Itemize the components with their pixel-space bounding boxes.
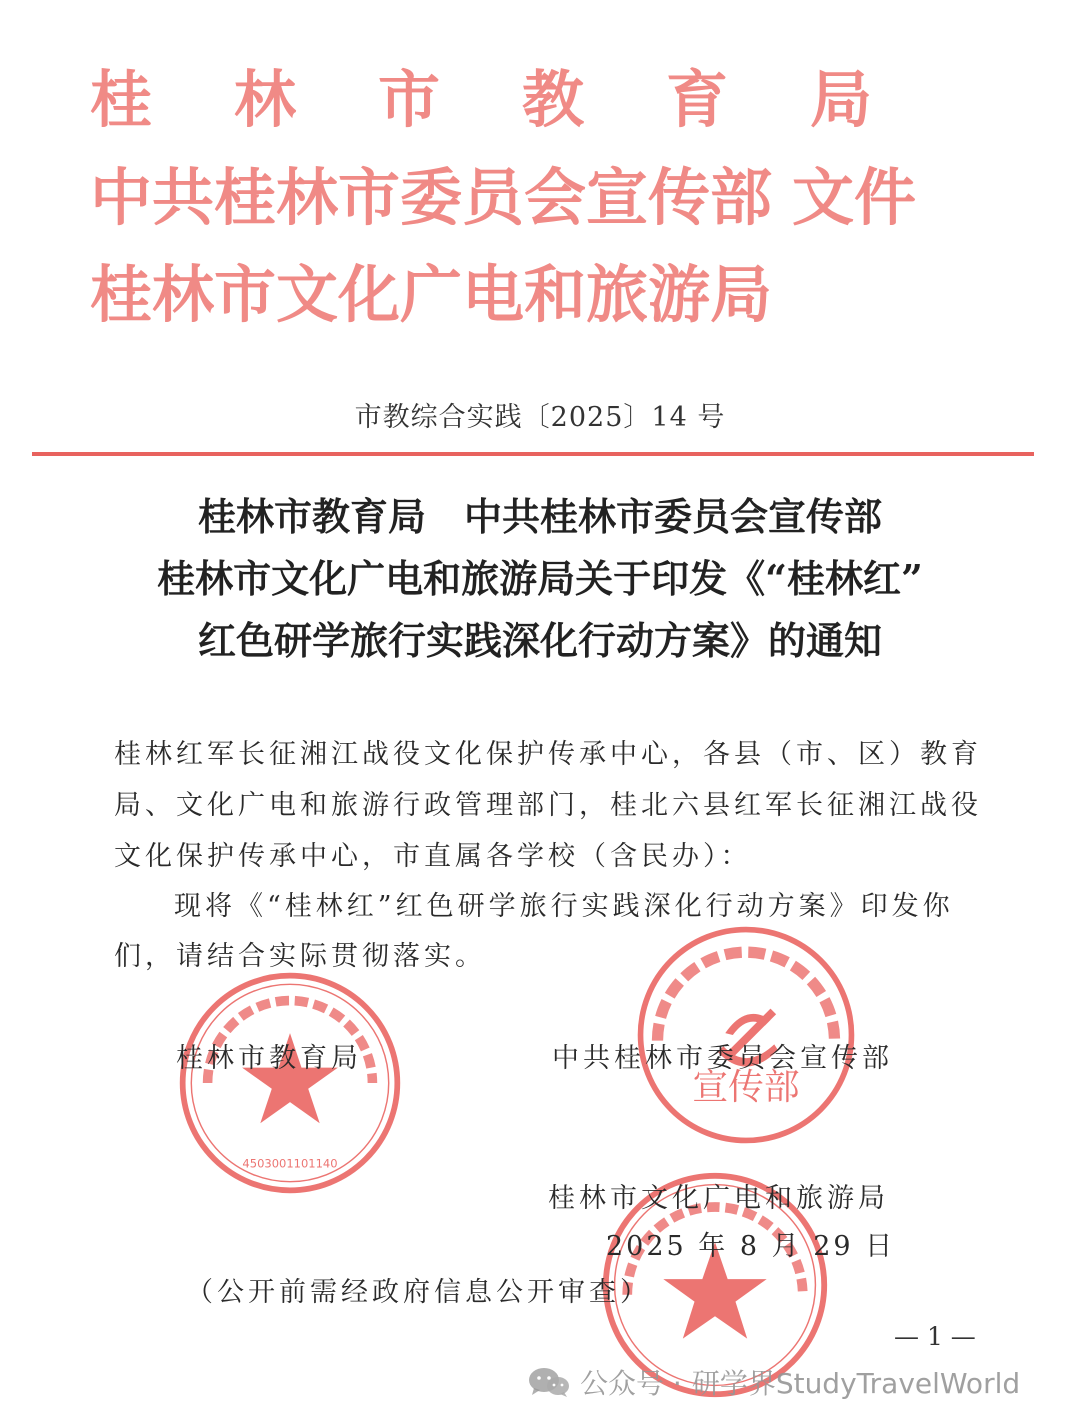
signer-propaganda-dept: 中共桂林市委员会宣传部 xyxy=(552,1043,893,1074)
wechat-icon xyxy=(528,1366,570,1398)
body-line-3: 文化保护传承中心，市直属各学校（含民办）： xyxy=(114,841,752,872)
watermark-prefix: 公众号 · xyxy=(580,1367,682,1400)
propaganda-dept-seal xyxy=(633,922,859,1148)
disclosure-note: （公开前需经政府信息公开审查） xyxy=(186,1277,651,1308)
propaganda-seal-center-text: 宣传部 xyxy=(692,1067,800,1109)
title-line-2: 桂林市文化广电和旅游局关于印发《“桂林红” xyxy=(157,556,923,601)
body-line-5: 们，请结合实际贯彻落实。 xyxy=(114,941,486,972)
header-issuer-education-bureau: 桂林市教育局 xyxy=(90,63,955,136)
wechat-watermark xyxy=(528,1360,1020,1404)
title-line-1: 桂林市教育局 中共桂林市委员会宣传部 xyxy=(197,494,882,539)
signer-education-bureau: 桂林市教育局 xyxy=(176,1043,362,1074)
issue-date: 2025 年 8 月 29 日 xyxy=(606,1231,896,1262)
document-number: 市教综合实践〔2025〕14 号 xyxy=(354,402,726,433)
header-issuer-culture-tourism-bureau: 桂林市文化广电和旅游局 xyxy=(90,258,773,331)
red-separator-rule xyxy=(32,452,1034,456)
watermark-account: 研学界StudyTravelWorld xyxy=(691,1367,1021,1400)
header-document-word: 文件 xyxy=(792,161,917,234)
page-number: — 1 — xyxy=(894,1322,976,1351)
svg-text:4503001101140: 4503001101140 xyxy=(242,1156,338,1171)
header-issuer-propaganda-text: 中共桂林市委员会宣传部 xyxy=(90,161,773,234)
signer-culture-tourism-bureau: 桂林市文化广电和旅游局 xyxy=(548,1183,889,1214)
education-bureau-seal xyxy=(175,968,405,1198)
body-line-2: 局、文化广电和旅游行政管理部门，桂北六县红军长征湘江战役 xyxy=(114,790,982,821)
title-line-3: 红色研学旅行实践深化行动方案》的通知 xyxy=(197,618,882,663)
body-line-4: 现将《“桂林红”红色研学旅行实践深化行动方案》印发你 xyxy=(174,891,954,922)
body-line-1: 桂林红军长征湘江战役文化保护传承中心，各县（市、区）教育 xyxy=(114,739,982,770)
header-issuer-propaganda-dept xyxy=(90,148,916,237)
